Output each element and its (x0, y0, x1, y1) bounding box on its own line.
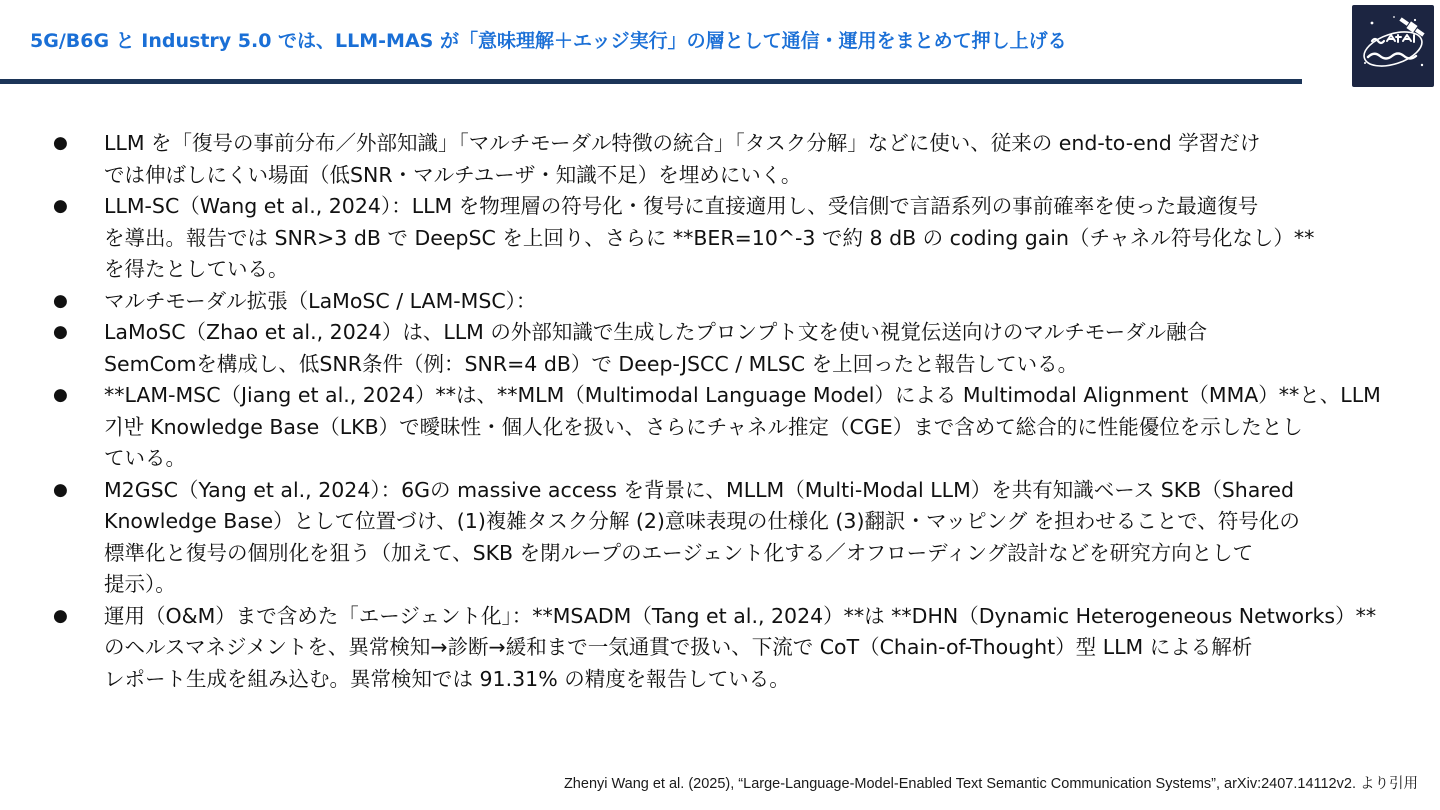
bullet-marker-icon: ● (53, 133, 68, 153)
citation-footer: Zhenyi Wang et al. (2025), “Large-Language-Model-Enabled Text Semantic Communication Systems”, arXiv:2407.14112v2. より引用 (563, 776, 1418, 792)
bullet-list (0, 128, 1440, 695)
bullet-item (0, 286, 1440, 318)
bullet-marker-icon: ● (53, 479, 68, 500)
bullet-item (0, 128, 1440, 191)
bullet-line: のヘルスマネジメントを、異常検知→診断→緩和まで一気通貫で扱い、下流で CoT（Chain-of-Thought）型 LLM による解析 (104, 635, 1253, 659)
bullet-line: では伸ばしにくい場面（低SNR・マルチユーザ・知識不足）を埋めにいく。 (104, 162, 802, 187)
bullet-line: 運用（O&M）まで含めた「エージェント化」：**MSADM（Tang et al., 2024）**は **DHN（Dynamic Heterogeneous Networks）** (104, 603, 1377, 628)
bullet-line: マルチモーダル拡張（LaMoSC / LAM-MSC）： (104, 288, 537, 313)
bullet-line: Knowledge Base）として位置づけ、(1)複雑タスク分解 (2)意味表現の仕様化 (3)翻訳・マッピング を担わせることで、符号化の (104, 509, 1300, 533)
title-divider (0, 79, 1302, 84)
bullet-item (0, 191, 1440, 286)
bullet-line: レポート生成を組み込む。異常検知では 91.31% の精度を報告している。 (104, 666, 790, 691)
bullet-line: 기반 Knowledge Base（LKB）で曖昧性・個人化を扱い、さらにチャネル推定（CGE）まで含めて総合的に性能優位を示したとし (104, 414, 1303, 439)
bullet-line: を得たとしている。 (104, 257, 289, 281)
bullet-item (0, 475, 1440, 601)
bullet-item (0, 317, 1440, 380)
bullet-marker-icon: ● (53, 196, 68, 216)
bullet-line: SemComを構成し、低SNR条件（例：SNR=4 dB）で Deep-JSCC / MLSC を上回ったと報告している。 (104, 351, 1079, 376)
logo-graphic (1352, 5, 1434, 87)
bullet-line: を導出。報告では SNR>3 dB で DeepSC を上回り、さらに **BER=10^-3 で約 8 dB の coding gain（チャネル符号化なし）** (104, 225, 1315, 250)
bullet-line: 標準化と復号の個別化を狙う（加えて、SKB を閉ループのエージェント化する／オフローディング設計などを研究方向として (104, 540, 1254, 565)
bullet-line: LaMoSC（Zhao et al., 2024）は、LLM の外部知識で生成したプロンプト文を使い視覚伝送向けのマルチモーダル融合 (104, 320, 1208, 344)
bullet-marker-icon: ● (53, 290, 68, 311)
satai-challenge-logo (1352, 5, 1434, 87)
bullet-marker-icon: ● (53, 605, 68, 626)
bullet-marker-icon: ● (53, 385, 68, 405)
slide-title: 5G/B6G と Industry 5.0 では、LLM-MAS が「意味理解＋エッジ実行」の層として通信・運用をまとめて押し上げる (30, 30, 1067, 52)
bullet-line: ている。 (104, 446, 186, 470)
bullet-line: M2GSC（Yang et al., 2024）：6Gの massive access を背景に、MLLM（Multi-Modal LLM）を共有知識ベース SKB（Shared (104, 477, 1294, 502)
bullet-item (0, 601, 1440, 696)
bullet-line: **LAM-MSC（Jiang et al., 2024）**は、**MLM（Multimodal Language Model）による Multimodal Alignment（MMA）**と、LLM (104, 383, 1381, 407)
bullet-line: 提示）。 (104, 572, 176, 596)
bullet-item (0, 380, 1440, 475)
bullet-line: LLM-SC（Wang et al., 2024）：LLM を物理層の符号化・復号に直接適用し、受信側で言語系列の事前確率を使った最適復号 (104, 194, 1259, 218)
bullet-marker-icon: ● (53, 322, 68, 342)
bullet-line: LLM を「復号の事前分布／外部知識」「マルチモーダル特徴の統合」「タスク分解」などに使い、従来の end-to-end 学習だけ (104, 131, 1261, 155)
